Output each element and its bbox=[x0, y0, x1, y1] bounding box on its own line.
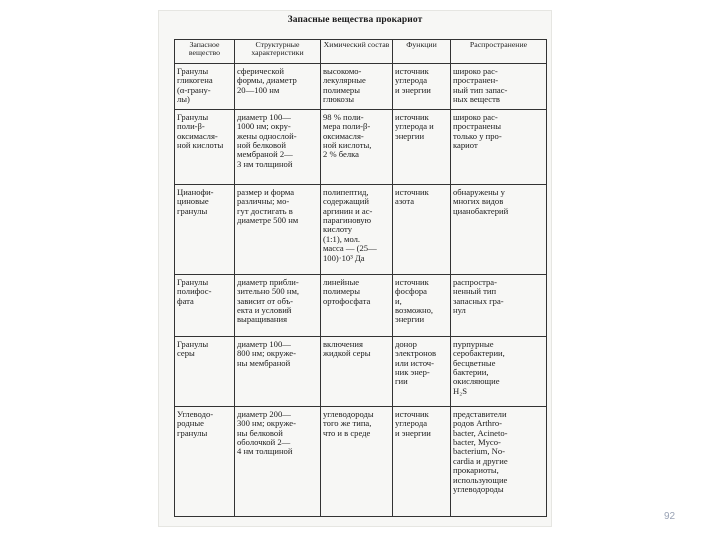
cell-line: гранулы bbox=[177, 205, 208, 216]
cell-line: ник энер- bbox=[395, 367, 430, 378]
cell-line: полипептид, bbox=[323, 187, 369, 197]
cell-line: представители bbox=[453, 409, 507, 419]
cell-line: екта и условий bbox=[237, 305, 292, 316]
cell-line: включения bbox=[323, 339, 363, 349]
table-row bbox=[175, 64, 547, 110]
cell-line: оболочкой 2— bbox=[237, 437, 291, 448]
cell-structure bbox=[235, 407, 321, 517]
cell-line: 800 нм; окруже- bbox=[237, 348, 296, 359]
cell-line: гранулы bbox=[177, 427, 208, 438]
cell-structure bbox=[235, 110, 321, 185]
header-structure: Структурные характеристики bbox=[235, 40, 321, 64]
cell-chemistry bbox=[321, 110, 393, 185]
cell-line: лекулярные bbox=[323, 75, 366, 86]
cell-line: источник bbox=[395, 277, 429, 287]
cell-line: углеводороды bbox=[453, 483, 504, 494]
cell-line: линейные bbox=[323, 277, 360, 287]
cell-line: парагиновую bbox=[323, 215, 372, 226]
cell-chemistry bbox=[321, 185, 393, 275]
cell-line: многих видов bbox=[453, 196, 504, 207]
cell-line: азота bbox=[395, 196, 415, 207]
cell-line: оксимасля- bbox=[177, 130, 218, 141]
cell-line: высокомо- bbox=[323, 66, 362, 76]
cell-line: ны белковой bbox=[237, 427, 283, 438]
cell-line: углеводороды bbox=[323, 409, 374, 419]
header-substance: Запасное вещество bbox=[175, 40, 235, 64]
cell-line: энергии bbox=[395, 314, 425, 325]
cell-line: возможно, bbox=[395, 305, 434, 316]
cell-line: бесцветные bbox=[453, 357, 496, 368]
cell-line: углерода и bbox=[395, 121, 434, 132]
cell-line: различны; мо- bbox=[237, 196, 290, 207]
cell-line: окисляющие bbox=[453, 376, 500, 387]
cell-line: и энергии bbox=[395, 427, 431, 438]
table-row bbox=[175, 110, 547, 185]
cell-line: 2 % белка bbox=[323, 149, 359, 160]
cell-line: bacter, Myco- bbox=[453, 437, 501, 448]
header-distribution: Распространение bbox=[451, 40, 547, 64]
cell-line: глюкозы bbox=[323, 94, 355, 105]
cell-line: диаметр 200— bbox=[237, 409, 291, 419]
cell-line: зительно 500 нм, bbox=[237, 286, 300, 297]
cell-distribution bbox=[451, 275, 547, 337]
cell-chemistry bbox=[321, 337, 393, 407]
cell-functions bbox=[393, 275, 451, 337]
header-chemistry: Химический состав bbox=[321, 40, 393, 64]
cell-line: Цианофи- bbox=[177, 187, 214, 197]
table-row bbox=[175, 275, 547, 337]
cell-line: ненный тип bbox=[453, 286, 497, 297]
cell-line: кислоту bbox=[323, 224, 352, 235]
cell-structure bbox=[235, 275, 321, 337]
cell-line: 98 % поли- bbox=[323, 112, 364, 122]
cell-line: широко рас- bbox=[453, 66, 498, 76]
cell-line: источник bbox=[395, 187, 429, 197]
cell-functions bbox=[393, 407, 451, 517]
cell-line: жидкой серы bbox=[323, 348, 371, 359]
cell-line: bacterium, No- bbox=[453, 446, 506, 457]
cell-line: и, bbox=[395, 295, 402, 306]
cell-line: пространен- bbox=[453, 75, 499, 86]
cell-line: циновые bbox=[177, 196, 209, 207]
cell-line: размер и форма bbox=[237, 187, 295, 197]
cell-line: того же типа, bbox=[323, 418, 372, 429]
cell-line: гии bbox=[395, 376, 408, 387]
cell-line: формы, диаметр bbox=[237, 75, 297, 86]
cell-line: (1:1), мол. bbox=[323, 233, 361, 244]
cell-line: цианобактерий bbox=[453, 205, 509, 216]
cell-line: диаметр 100— bbox=[237, 112, 291, 122]
table-title: Запасные вещества прокариот bbox=[287, 15, 423, 25]
cell-line: родные bbox=[177, 418, 204, 429]
cell-substance bbox=[175, 337, 235, 407]
cell-line: 20—100 нм bbox=[237, 84, 280, 95]
table-row bbox=[175, 185, 547, 275]
cell-structure bbox=[235, 337, 321, 407]
cell-functions bbox=[393, 64, 451, 110]
cell-line: жены однослой- bbox=[237, 130, 297, 141]
cell-line: широко рас- bbox=[453, 112, 498, 122]
cell-chemistry bbox=[321, 64, 393, 110]
cell-line: углерода bbox=[395, 75, 428, 86]
cell-line: запасных гра- bbox=[453, 295, 504, 306]
cell-line: использующие bbox=[453, 474, 508, 485]
cell-line: cardia и другие bbox=[453, 455, 508, 466]
cell-line: 4 нм толщиной bbox=[237, 446, 293, 457]
cell-line: 300 нм; окруже- bbox=[237, 418, 296, 429]
cell-chemistry bbox=[321, 275, 393, 337]
cell-functions bbox=[393, 185, 451, 275]
cell-substance bbox=[175, 407, 235, 517]
cell-line: фосфора bbox=[395, 286, 427, 297]
page-number: 92 bbox=[664, 511, 676, 522]
cell-line: гликогена bbox=[177, 75, 213, 86]
cell-line: донор bbox=[395, 339, 417, 349]
cell-line: ны мембраной bbox=[237, 357, 291, 368]
cell-line: 1000 нм; окру- bbox=[237, 121, 291, 132]
cell-line: электронов bbox=[395, 348, 437, 359]
cell-distribution bbox=[451, 185, 547, 275]
cell-line: диаметр 100— bbox=[237, 339, 291, 349]
cell-line: или источ- bbox=[395, 357, 434, 368]
table-row bbox=[175, 407, 547, 517]
cell-line: ных веществ bbox=[453, 94, 500, 105]
cell-line: Гранулы bbox=[177, 66, 209, 76]
cell-line: Гранулы bbox=[177, 339, 209, 349]
cell-line: что и в среде bbox=[323, 427, 371, 438]
cell-line: мембраной 2— bbox=[237, 149, 293, 160]
cell-line: диаметр прибли- bbox=[237, 277, 299, 287]
cell-line: источник bbox=[395, 66, 429, 76]
cell-line: выращивания bbox=[237, 314, 288, 325]
cell-line: H₂S bbox=[453, 385, 467, 396]
cell-line: пурпурные bbox=[453, 339, 494, 349]
cell-line: источник bbox=[395, 409, 429, 419]
cell-line: серы bbox=[177, 348, 195, 359]
cell-line: пространены bbox=[453, 121, 501, 132]
cell-functions bbox=[393, 110, 451, 185]
cell-line: полимеры bbox=[323, 84, 360, 95]
cell-line: масса — (25— bbox=[323, 243, 377, 254]
cell-distribution bbox=[451, 64, 547, 110]
cell-line: распростра- bbox=[453, 277, 497, 287]
cell-line: серобактерии, bbox=[453, 348, 505, 359]
cell-line: мера поли-β- bbox=[323, 121, 371, 132]
scanned-page bbox=[158, 10, 552, 527]
cell-line: фата bbox=[177, 295, 194, 306]
cell-structure bbox=[235, 64, 321, 110]
cell-substance bbox=[175, 185, 235, 275]
cell-line: Гранулы bbox=[177, 277, 209, 287]
cell-substance bbox=[175, 275, 235, 337]
cell-line: поли-β- bbox=[177, 121, 205, 132]
cell-line: сферической bbox=[237, 66, 284, 76]
cell-line: родов Arthro- bbox=[453, 418, 502, 429]
cell-line: 3 нм толщиной bbox=[237, 158, 293, 169]
cell-substance bbox=[175, 110, 235, 185]
cell-line: Углеводо- bbox=[177, 409, 214, 419]
cell-line: нул bbox=[453, 305, 466, 316]
table-row bbox=[175, 337, 547, 407]
cell-distribution bbox=[451, 407, 547, 517]
cell-functions bbox=[393, 337, 451, 407]
cell-line: аргинин и ас- bbox=[323, 205, 373, 216]
cell-distribution bbox=[451, 337, 547, 407]
cell-line: ортофосфата bbox=[323, 295, 371, 306]
cell-line: оксимасля- bbox=[323, 130, 364, 141]
cell-line: полифос- bbox=[177, 286, 212, 297]
cell-line: только у про- bbox=[453, 130, 502, 141]
cell-line: ной кислоты, bbox=[323, 140, 372, 151]
cell-line: диаметре 500 нм bbox=[237, 215, 299, 226]
cell-line: лы) bbox=[177, 94, 190, 105]
cell-structure bbox=[235, 185, 321, 275]
cell-line: (α-грану- bbox=[177, 84, 211, 95]
cell-line: зависит от объ- bbox=[237, 295, 294, 306]
cell-line: bacter, Acineto- bbox=[453, 427, 508, 438]
cell-line: прокариоты, bbox=[453, 465, 499, 476]
cell-line: 100)·10³ Да bbox=[323, 252, 365, 263]
cell-line: полимеры bbox=[323, 286, 360, 297]
cell-line: ной белковой bbox=[237, 140, 286, 151]
cell-line: Гранулы bbox=[177, 112, 209, 122]
cell-line: источник bbox=[395, 112, 429, 122]
cell-line: углерода bbox=[395, 418, 428, 429]
table-header-row bbox=[175, 40, 547, 64]
cell-line: обнаружены у bbox=[453, 187, 505, 197]
cell-line: кариот bbox=[453, 140, 478, 151]
header-functions: Функции bbox=[393, 40, 451, 64]
cell-line: бактерии, bbox=[453, 367, 489, 378]
cell-line: ной кислоты bbox=[177, 140, 224, 151]
cell-line: гут достигать в bbox=[237, 205, 293, 216]
cell-chemistry bbox=[321, 407, 393, 517]
cell-line: содержащий bbox=[323, 196, 369, 207]
cell-substance bbox=[175, 64, 235, 110]
cell-line: энергии bbox=[395, 130, 425, 141]
cell-line: и энергии bbox=[395, 84, 431, 95]
cell-line: ный тип запас- bbox=[453, 84, 508, 95]
storage-substances-table bbox=[174, 39, 547, 517]
cell-distribution bbox=[451, 110, 547, 185]
